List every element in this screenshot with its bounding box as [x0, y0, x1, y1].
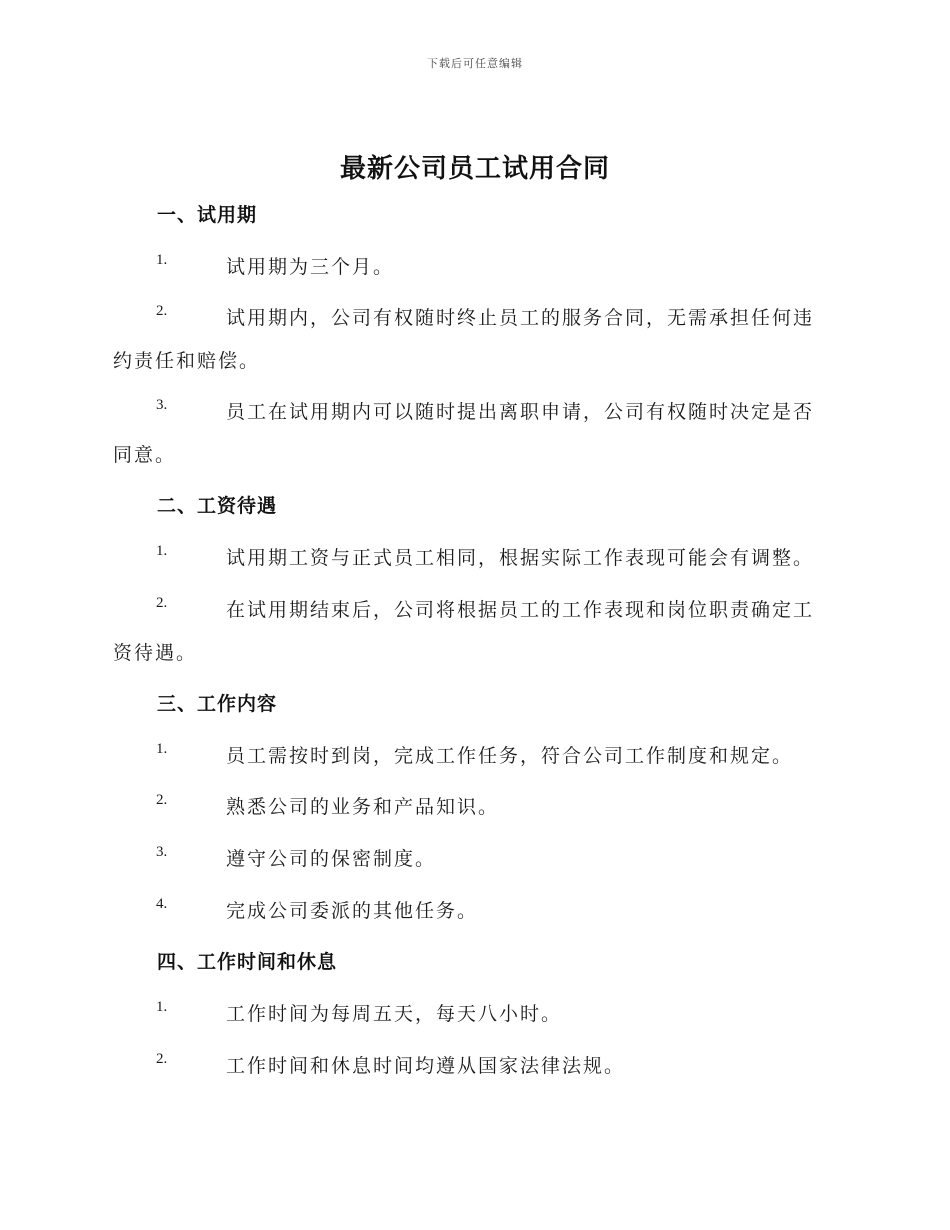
- item-number: 2.: [156, 1051, 168, 1067]
- item-text: 工作时间和休息时间均遵从国家法律法规。: [226, 1055, 626, 1077]
- item-text: 试用期内，公司有权随时终止员工的服务合同，无需承担任何违: [226, 307, 815, 329]
- item-number: 1.: [156, 252, 168, 268]
- section-heading: 二、工资待遇: [157, 495, 278, 517]
- item-number: 1.: [156, 999, 168, 1015]
- section-heading: 四、工作时间和休息: [157, 951, 338, 973]
- item-text: 完成公司委派的其他任务。: [226, 900, 479, 922]
- item-text: 工作时间为每周五天，每天八小时。: [226, 1003, 563, 1025]
- section-heading: 三、工作内容: [157, 693, 278, 715]
- item-number: 1.: [156, 543, 168, 559]
- section-heading: 一、试用期: [157, 204, 258, 226]
- item-text-continued: 约责任和赔偿。: [113, 350, 261, 372]
- item-text-continued: 同意。: [113, 444, 177, 466]
- item-text: 遵守公司的保密制度。: [226, 848, 437, 870]
- item-text: 在试用期结束后，公司将根据员工的工作表现和岗位职责确定工: [226, 599, 815, 621]
- item-text: 员工在试用期内可以随时提出离职申请，公司有权随时决定是否: [226, 401, 815, 423]
- header-watermark: 下载后可任意编辑: [427, 57, 523, 70]
- item-text: 员工需按时到岗，完成工作任务，符合公司工作制度和规定。: [226, 745, 794, 767]
- item-number: 3.: [156, 844, 168, 860]
- item-number: 2.: [156, 303, 168, 319]
- item-number: 2.: [156, 792, 168, 808]
- item-text: 熟悉公司的业务和产品知识。: [226, 796, 500, 818]
- item-text-continued: 资待遇。: [113, 642, 198, 664]
- item-text: 试用期工资与正式员工相同，根据实际工作表现可能会有调整。: [226, 547, 815, 569]
- item-number: 3.: [156, 397, 168, 413]
- item-number: 2.: [156, 595, 168, 611]
- document-title: 最新公司员工试用合同: [339, 154, 610, 184]
- item-text: 试用期为三个月。: [226, 256, 395, 278]
- item-number: 1.: [156, 741, 168, 757]
- item-number: 4.: [156, 896, 168, 912]
